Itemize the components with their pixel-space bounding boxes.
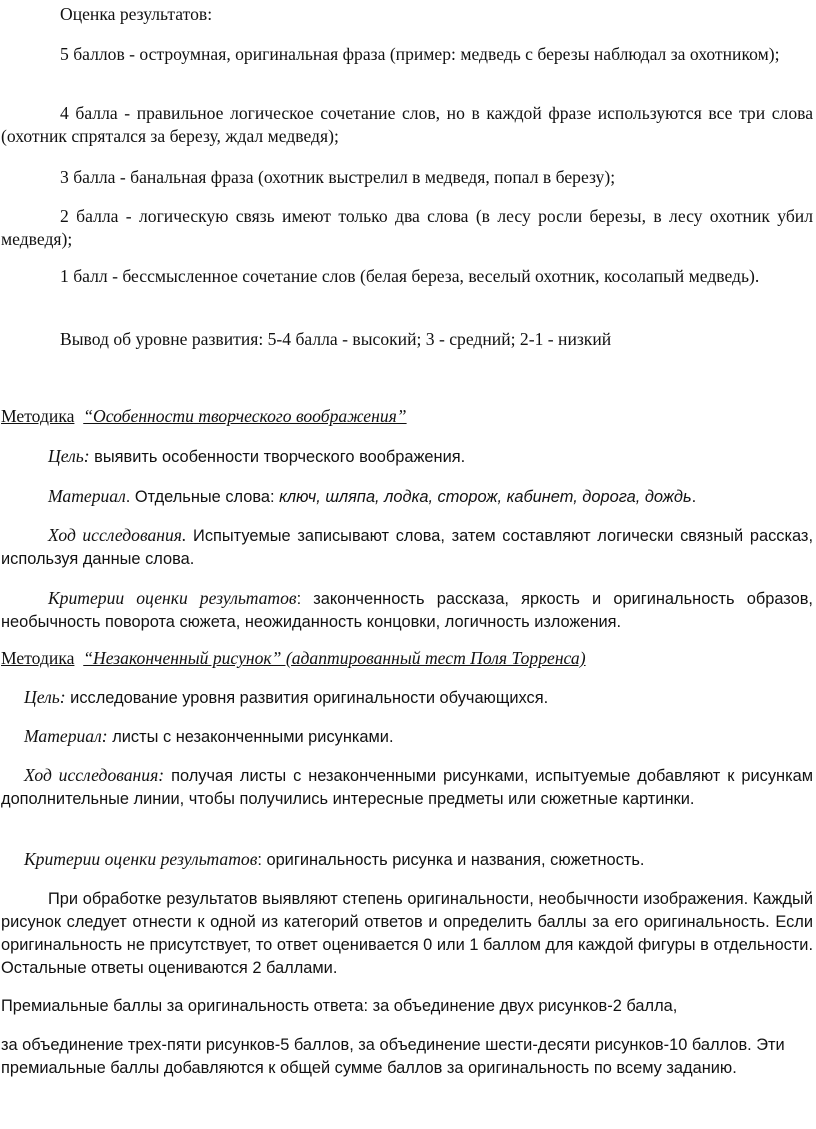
method1-procedure-label: Ход исследования. bbox=[48, 525, 187, 545]
method2-goal bbox=[1, 686, 813, 710]
method2-name: “Незаконченный рисунок” (адаптированный тест Поля Торренса) bbox=[83, 648, 586, 668]
method2-procedure bbox=[1, 764, 813, 811]
method1-procedure bbox=[1, 524, 813, 571]
method1-material-text: . Отдельные слова: bbox=[125, 488, 280, 506]
method1-goal bbox=[1, 445, 813, 469]
method2-criteria-label: Критерии оценки результатов bbox=[24, 849, 258, 869]
method2-label: Методика bbox=[1, 648, 75, 668]
method1-criteria-text: : законченность рассказа, яркость и оригинальность образов, необычность поворота сюжета, неожиданность концовки, логичность изложения. bbox=[1, 590, 813, 631]
method2-goal-text: исследование уровня развития оригинальности обучающихся. bbox=[65, 689, 549, 707]
method2-procedure-text: получая листы с незаконченными рисунками, испытуемые добавляют к рисункам дополнительные линии, чтобы получились интересные предметы или сюжетные картинки. bbox=[1, 767, 813, 808]
method2-bonus-1: Премиальные баллы за оригинальность ответа: за объединение двух рисунков-2 балла, bbox=[1, 997, 678, 1015]
method2-procedure-label: Ход исследования: bbox=[24, 765, 165, 785]
method1-material-words: ключ, шляпа, лодка, сторож, кабинет, дорога, дождь bbox=[279, 488, 692, 506]
method1-material-end: . bbox=[691, 488, 697, 506]
method1-criteria-label: Критерии оценки результатов bbox=[48, 588, 297, 608]
method2-material-text: листы с незаконченными рисунками. bbox=[107, 728, 394, 746]
method2-processing: При обработке результатов выявляют степень оригинальности, необычности изображения. Каждый рисунок следует отнести к одной из категорий ответов и определить баллы за его оригинальность. Если оригинальность не присутствует, то ответ оценивается 0 или 1 баллом для каждой фигуры в отдельности. Остальные ответы оцениваются 2 баллами. bbox=[1, 890, 813, 977]
method2-material bbox=[1, 725, 813, 749]
scoring-item-2: 2 балла - логическую связь имеют только два слова (в лесу росли березы, в лесу охотник убил медведя); bbox=[1, 206, 813, 249]
method2-bonus-2: за объединение трех-пяти рисунков-5 баллов, за объединение шести-десяти рисунков-10 баллов. Эти премиальные баллы добавляются к общей сумме баллов за оригинальность по всему заданию. bbox=[1, 1036, 785, 1077]
method2-goal-label: Цель: bbox=[24, 687, 66, 707]
method2-criteria-text: : оригинальность рисунка и названия, сюжетность. bbox=[257, 851, 645, 869]
scoring-item-4: 4 балла - правильное логическое сочетание слов, но в каждой фразе используются все три слова (охотник спрятался за березу, ждал медведя); bbox=[1, 103, 813, 146]
method1-label: Методика bbox=[1, 406, 75, 426]
method2-criteria bbox=[1, 848, 813, 872]
method1-material-label: Материал bbox=[48, 486, 126, 506]
method1-heading bbox=[1, 405, 813, 428]
scoring-item-1: 1 балл - бессмысленное сочетание слов (белая береза, веселый охотник, косолапый медведь). bbox=[60, 266, 760, 286]
method2-material-label: Материал: bbox=[24, 726, 108, 746]
scoring-title: Оценка результатов: bbox=[60, 4, 213, 24]
method1-criteria bbox=[1, 587, 813, 634]
method1-goal-label: Цель: bbox=[48, 446, 90, 466]
scoring-conclusion: Вывод об уровне развития: 5-4 балла - высокий; 3 - средний; 2-1 - низкий bbox=[60, 329, 612, 349]
method1-name: “Особенности творческого воображения” bbox=[83, 406, 407, 426]
method1-material bbox=[1, 485, 813, 509]
method1-procedure-text: Испытуемые записывают слова, затем составляют логически связный рассказ, используя данные слова. bbox=[1, 527, 813, 568]
method1-goal-text: выявить особенности творческого воображения. bbox=[89, 448, 466, 466]
scoring-item-3: 3 балла - банальная фраза (охотник выстрелил в медведя, попал в березу); bbox=[60, 167, 616, 187]
method2-heading bbox=[1, 647, 813, 670]
scoring-item-5: 5 баллов - остроумная, оригинальная фраза (пример: медведь с березы наблюдал за охотником); bbox=[60, 44, 780, 64]
